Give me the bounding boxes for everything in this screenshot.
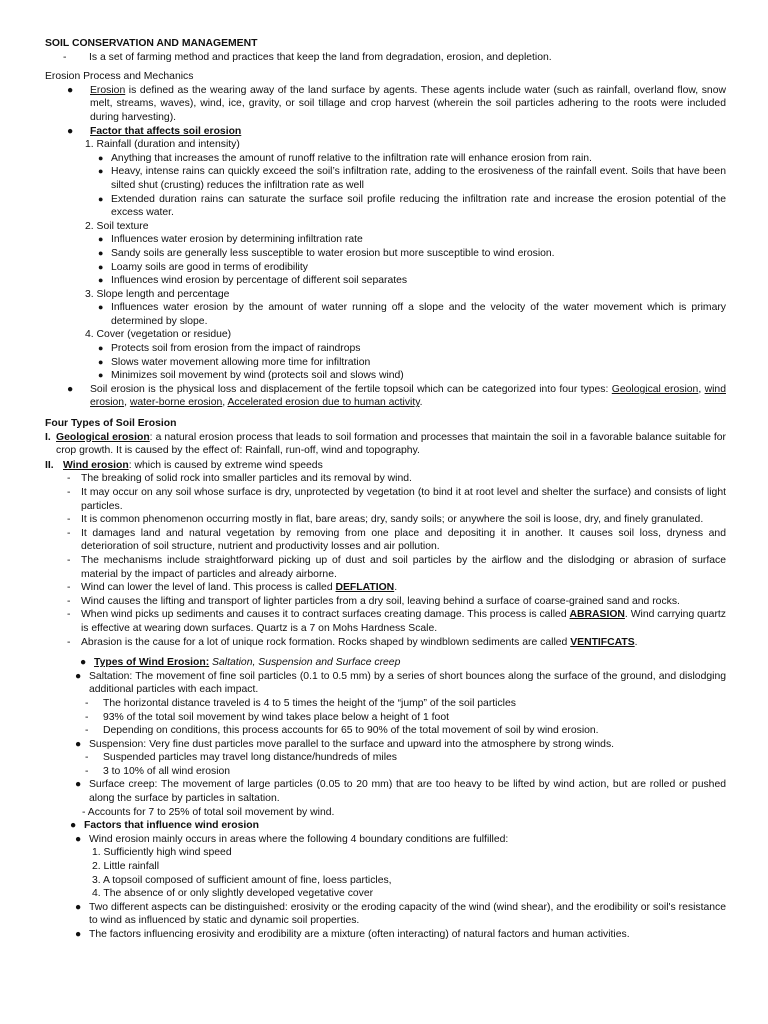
wind-erosion-text: It damages land and natural vegetation by removing from one place and depositing it in another. It causes soil loss, dryness and deterioration of soil structure, nutrient and productivity losses and air pollution. <box>81 527 726 553</box>
dash-marker: - <box>85 765 89 777</box>
saltation-subitem-text: 93% of the total soil movement by wind takes place below a height of 1 foot <box>103 711 449 723</box>
condition-item: 3. A topsoil composed of sufficient amount of fine, loess particles, <box>92 874 392 886</box>
factor-detail-item <box>98 193 726 220</box>
dash-marker: - <box>85 697 89 709</box>
factor-detail-text: Extended duration rains can saturate the surface soil profile reducing the infiltration rate and increase the erosion potential of the excess water. <box>111 193 726 219</box>
dash-marker: - <box>85 752 89 764</box>
types-wind-heading: Types of Wind Erosion: <box>94 657 210 669</box>
dash-marker: - <box>63 51 67 63</box>
fw1-item <box>75 833 726 847</box>
wind-erosion-item <box>67 581 726 595</box>
wind-erosion-item <box>67 472 726 486</box>
wind-erosion-text: Wind can lower the level of land. This process is called <box>81 582 336 594</box>
fw3-item <box>75 928 726 942</box>
type-water-borne: water-borne erosion <box>129 397 223 409</box>
erosion-definition-text: is defined as the wearing away of the land surface by agents. These agents include water (such as rainfall, overland flow, snow melt, streams, waves), wind, ice, gravity, or soil tillage and crop harvest (wherein the soil particles adhering to the roots were included during harvesting). <box>90 84 726 123</box>
wind-erosion-text: Wind causes the lifting and transport of lighter particles from a dry soil, leaving behind a surface of coarse-grained sand and rocks. <box>81 595 680 607</box>
bullet-icon: ● <box>67 383 74 395</box>
erosion-heading: Erosion Process and Mechanics <box>45 71 194 83</box>
bullet-icon: ● <box>80 657 87 669</box>
factor-heading: Factor that affects soil erosion <box>90 125 242 137</box>
factors-wind-heading: Factors that influence wind erosion <box>84 820 259 832</box>
factor-detail-text: Slows water movement allowing more time for infiltration <box>111 356 371 368</box>
factor-detail-item <box>98 342 726 356</box>
roman-numeral: I. <box>45 431 51 443</box>
dash-marker: - <box>67 514 71 526</box>
bullet-icon: ● <box>75 901 82 913</box>
suspension-subitem-text: Suspended particles may travel long distance/hundreds of miles <box>103 752 397 764</box>
condition-item: 4. The absence of or only slightly developed vegetative cover <box>92 888 374 900</box>
geological-section <box>45 431 726 458</box>
bullet-icon: ● <box>98 152 104 163</box>
factor-detail-item <box>98 356 726 370</box>
bullet-icon: ● <box>75 833 82 845</box>
factor-detail-text: Influences water erosion by the amount of water running off a slope and the velocity of the water movement which is primary determined by slope. <box>111 302 726 327</box>
factor-detail-text: Influences water erosion by determining infiltration rate <box>111 234 363 246</box>
saltation-text: Saltation: The movement of fine soil particles (0.1 to 0.5 mm) by a series of short bounces along the surface of the ground, and dislodging additional particles with each impact. <box>89 670 726 696</box>
bullet-icon: ● <box>98 193 104 204</box>
wind-erosion-term: ABRASION <box>569 609 625 621</box>
factor-detail-item <box>98 369 726 383</box>
factor-detail-text: Influences wind erosion by percentage of different soil separates <box>111 275 408 287</box>
dash-marker: - <box>85 711 89 723</box>
wind-erosion-after: . Wind carrying quartz is effective at wearing down surfaces. Quartz is a 7 on Mohs Hardness Scale. <box>81 609 726 634</box>
wind-erosion-item <box>67 513 726 527</box>
bullet-icon: ● <box>98 356 104 367</box>
roman-numeral: II. <box>45 459 54 471</box>
bullet-icon: ● <box>75 779 82 791</box>
wind-erosion-list <box>67 472 726 649</box>
dash-marker: - <box>67 582 71 594</box>
factors-wind-item <box>70 819 726 833</box>
suspension-text: Suspension: Very fine dust particles move parallel to the surface and upward into the atmosphere by strong winds. <box>89 738 615 750</box>
factor-detail-item <box>98 274 726 288</box>
factor-detail-item <box>98 247 726 261</box>
suspension-subitem <box>85 751 726 765</box>
type-geological: Geological erosion <box>611 383 699 395</box>
suspension-subitem <box>85 765 726 779</box>
page-title: SOIL CONSERVATION AND MANAGEMENT <box>45 38 258 49</box>
bullet-icon: ● <box>70 820 77 832</box>
soil-erosion-item: ● Soil erosion is the physical loss and displacement of the fertile topsoil which can be categorized into four types: Geological erosion, wind erosion, water-borne erosion, Accelerated erosion due to human activity. <box>67 383 726 409</box>
bullet-icon: ● <box>98 275 104 286</box>
bullet-icon: ● <box>98 261 104 272</box>
condition-item: 2. Little rainfall <box>92 861 159 873</box>
wind-term: Wind erosion <box>63 459 129 471</box>
geological-text: : a natural erosion process that leads to soil formation and processes that maintain the soil in a favorable balance suitable for crop growth. It is caused by the effect of: Rainfall, run-off, wind and topography. <box>56 431 726 457</box>
factor-detail-text: Anything that increases the amount of runoff relative to the infiltration rate will enhance erosion from rain. <box>111 152 592 164</box>
bullet-icon: ● <box>75 738 82 750</box>
creep-item <box>75 778 726 805</box>
saltation-subitem <box>85 711 726 725</box>
wind-erosion-text: Abrasion is the cause for a lot of unique rock formation. Rocks shaped by windblown sediments are called <box>81 636 571 648</box>
fw3-text: The factors influencing erosivity and erodibility are a mixture (often interacting) of natural factors and human activities. <box>89 929 630 940</box>
condition-item: 1. Sufficiently high wind speed <box>92 847 232 859</box>
soil-erosion-text: Soil erosion is the physical loss and displacement of the fertile topsoil which can be categorized into four types: <box>90 383 612 395</box>
wind-erosion-term: DEFLATION <box>335 582 395 594</box>
dash-marker: - <box>67 527 71 539</box>
bullet-icon: ● <box>67 125 74 137</box>
wind-erosion-text: The breaking of solid rock into smaller particles and its removal by wind. <box>81 473 412 485</box>
factor-title: 3. Slope length and percentage <box>85 288 230 300</box>
suspension-item <box>75 738 726 752</box>
bullet-icon: ● <box>98 343 104 354</box>
factor-title: 1. Rainfall (duration and intensity) <box>85 139 240 151</box>
factor-detail-text: Sandy soils are generally less susceptible to water erosion but more susceptible to wind erosion. <box>111 247 555 259</box>
bullet-icon: ● <box>98 247 104 258</box>
saltation-subitem-text: Depending on conditions, this process accounts for 65 to 90% of the total movement of soil by wind erosion. <box>103 725 599 737</box>
types-wind-sub: Saltation, Suspension and Surface creep <box>209 657 401 669</box>
wind-erosion-text: It may occur on any soil whose surface is dry, unprotected by vegetation (to bind it at root level and shelter the surface) and consists of light particles. <box>81 487 726 512</box>
four-types-heading: Four Types of Soil Erosion <box>45 418 177 430</box>
wind-erosion-item <box>67 486 726 513</box>
dash-marker: - <box>67 636 71 648</box>
factor-heading-item <box>67 125 726 139</box>
type-wind: wind erosion <box>90 383 726 409</box>
fw1-text: Wind erosion mainly occurs in areas where the following 4 boundary conditions are fulfilled: <box>89 833 509 845</box>
factor-title: 2. Soil texture <box>85 220 149 232</box>
factor-detail-item <box>98 165 726 192</box>
fw2-text: Two different aspects can be distinguished: erosivity or the eroding capacity of the wind (wind shear), and the erodibility or soil's resistance to wind as influenced by static and dynamic soil properties. <box>89 901 726 927</box>
creep-subitem: - Accounts for 7 to 25% of total soil movement by wind. <box>82 806 335 818</box>
erosion-term: Erosion <box>90 84 126 96</box>
saltation-item <box>75 670 726 697</box>
bullet-icon: ● <box>75 670 82 682</box>
type-accelerated: Accelerated erosion due to human activity <box>227 397 420 409</box>
factor-detail-item <box>98 233 726 247</box>
intro-item <box>63 51 726 65</box>
wind-erosion-text: It is common phenomenon occurring mostly in flat, bare areas; dry, sandy soils; or anywhere the soil is loose, dry, and finely granulated. <box>81 514 704 526</box>
wind-erosion-item <box>67 608 726 635</box>
geological-term: Geological erosion <box>56 431 150 443</box>
dash-marker: - <box>67 609 71 621</box>
wind-erosion-after: . <box>634 636 638 648</box>
factor-detail-text: Minimizes soil movement by wind (protects soil and slows wind) <box>111 370 404 382</box>
wind-erosion-item <box>67 554 726 581</box>
wind-erosion-item <box>67 595 726 609</box>
intro-text: Is a set of farming method and practices that keep the land from degradation, erosion, and depletion. <box>89 51 552 63</box>
wind-erosion-after: . <box>394 582 398 594</box>
fw2-item <box>75 901 726 928</box>
suspension-subitem-text: 3 to 10% of all wind erosion <box>103 765 231 777</box>
bullet-icon: ● <box>75 929 82 940</box>
wind-text: : which is caused by extreme wind speeds <box>128 459 323 471</box>
creep-text: Surface creep: The movement of large particles (0.05 to 20 mm) that are too heavy to be lifted by wind action, but are rolled or pushed along the surface by particles in saltation. <box>89 779 726 805</box>
wind-erosion-text: When wind picks up sediments and causes it to contract surfaces creating damage. This process is called <box>81 609 570 621</box>
erosion-definition <box>67 84 726 125</box>
wind-erosion-term: VENTIFCATS <box>570 636 635 648</box>
wind-erosion-text: The mechanisms include straightforward picking up of dust and soil particles by the airflow and the dislodging or abrasion of surface material by the impact of particles and already airborne. <box>81 554 726 580</box>
bullet-icon: ● <box>98 370 104 381</box>
wind-erosion-item <box>67 636 726 650</box>
dash-marker: - <box>67 595 71 607</box>
wind-erosion-item <box>67 527 726 554</box>
dash-marker: - <box>67 487 71 498</box>
factor-detail-item <box>98 261 726 275</box>
saltation-subitem <box>85 724 726 738</box>
bullet-icon: ● <box>98 166 104 177</box>
bullet-icon: ● <box>67 84 74 96</box>
factor-list <box>85 138 726 383</box>
types-wind-item <box>80 656 726 670</box>
saltation-subitem <box>85 697 726 711</box>
factor-detail-text: Protects soil from erosion from the impact of raindrops <box>111 343 361 355</box>
factor-detail-text: Heavy, intense rains can quickly exceed the soil’s infiltration rate, adding to the erosiveness of the rainfall event. Soils that have been silted shut (crusting) reduces the infiltration rate as well <box>111 166 726 191</box>
dash-marker: - <box>85 725 89 737</box>
dash-marker: - <box>67 473 71 485</box>
factor-title: 4. Cover (vegetation or residue) <box>85 329 232 341</box>
dash-marker: - <box>67 554 71 566</box>
suspension-list <box>85 751 726 778</box>
saltation-subitem-text: The horizontal distance traveled is 4 to 5 times the height of the “jump” of the soil particles <box>103 697 516 709</box>
factor-detail-text: Loamy soils are good in terms of erodibility <box>111 261 308 273</box>
factor-detail-item <box>98 152 726 166</box>
bullet-icon: ● <box>98 234 104 245</box>
factor-detail-item <box>98 301 726 328</box>
wind-section-heading <box>45 459 726 473</box>
bullet-icon: ● <box>98 302 104 313</box>
conditions-list <box>92 846 726 900</box>
saltation-list <box>85 697 726 738</box>
